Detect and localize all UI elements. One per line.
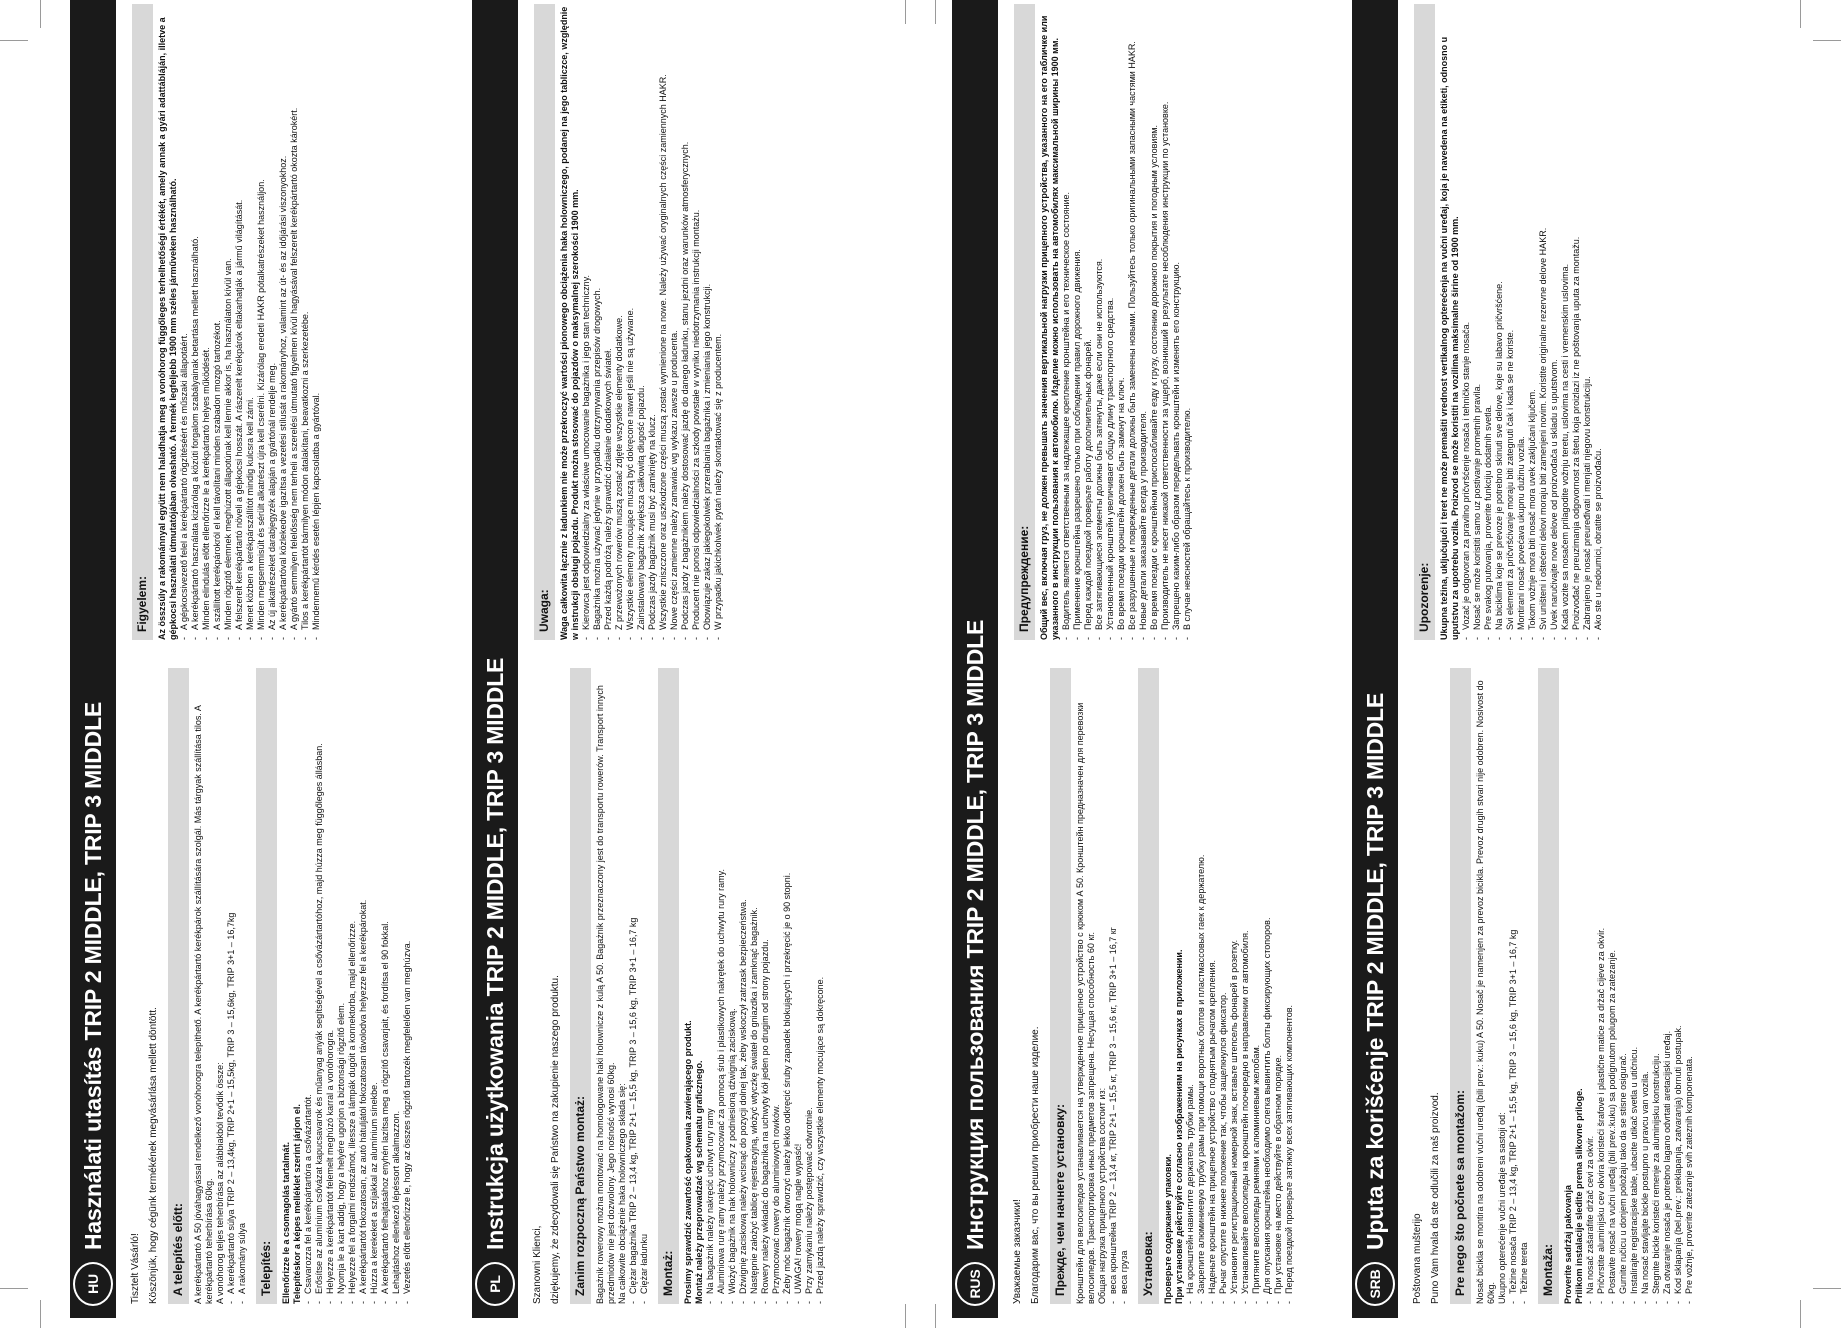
language-badge: SRB — [1355, 1262, 1395, 1306]
list-item: - Gurnite ručicu u donjem položaju tako da se stisne osigurač. — [1618, 668, 1629, 1304]
list-item: - A kerékpártartó felhajtásához enyhén lazítsa meg a rögzítő csavarjait, és fordítsa el 90 fokkal. — [380, 668, 391, 1304]
list-item: - Težine tereta — [1519, 668, 1530, 1304]
list-item: - Minden megsemmisült és sérült alkatrészt újra kell cserélni. Kizárólag eredeti HAKR pótalkatrészeket használjon. — [256, 4, 267, 640]
list-item: - A kerékpártartó használata kizárólag a közúti forgalom szabályainak betartása mellett használható. — [190, 4, 201, 640]
section-paragraph: Bagażnik rowerowy można montować na homologowane haki holownicze z kulą A 50. Bagażnik przeznaczony jest do transportu rowerów. Transport innych przedmiotów nie jest dozwolony. Jego nośność wynosi 60kg. — [595, 685, 616, 1304]
list-item: - Csavarozza fel a kerékpártartóra a csővázártartót. — [303, 668, 314, 1304]
panel-content — [998, 0, 1347, 1318]
list-item: - Montirani nosač povećava ukupnu dužinu vozila. — [1516, 4, 1527, 640]
panel-title: Инструкция пользования TRIP 2 MIDDLE, TRIP 3 MIDDLE — [961, 619, 988, 1250]
panel-title-bar — [1352, 0, 1398, 1318]
list-item: - Рычаг опустите в нижнее положение так, чтобы защелкнулся фиксатор. — [1218, 668, 1229, 1304]
list-item: - Kierowca jest odpowiedzialny za właściwe umocowanie bagażnika i jego stan techniczny. — [581, 4, 592, 640]
list-item: - Instalirajte registracijske table, ubacite utikač svetla u utičnicu. — [1629, 668, 1640, 1304]
panel-title-bar — [70, 0, 116, 1318]
section-heading: Figyelem: — [132, 4, 153, 640]
greeting-line: Poštovana mušterijo — [1412, 1213, 1423, 1304]
list-item: - Podczas jazdy bagażnik musi być zamknięty na klucz. — [647, 4, 658, 640]
crop-mark — [1813, 1288, 1841, 1289]
list-item: - Закрепите алюминиевую трубку рамы при помощи воротных болтов и пластмассовых гаек к держателю. — [1196, 668, 1207, 1304]
list-item: - Żeby móc bagażnik otworzyć należy lekko odkręcić śruby zapadek blokujących i przekręcić je o 90 stopni. — [782, 668, 793, 1304]
list-item: - Kod sklapanja (bel.prev.: preklapanja, zatvaranja) obrnuti postupak. — [1673, 668, 1684, 1304]
list-item: - A kerékpártartót fokozatosan, az autó hátuljától fokozatosan távolodva helyezze fel a kerékpárokat. — [358, 668, 369, 1304]
list-item: - Vozač je odgovoran za pravilno pričvršćenje nosača i tehničko stanje nosača. — [1461, 4, 1472, 640]
section-bold-note: Проверьте содержание упаковки. — [1163, 1154, 1173, 1304]
list-item: - Wszystkie elementy mocujące muszą być dokręcone nawet jeśli nie są używane. — [625, 4, 636, 640]
crop-mark — [905, 1304, 906, 1328]
list-item: - Na nosač zašarafite držač cevi za okvir. — [1585, 668, 1596, 1304]
list-item: - На кронштейн навинтите держатель трубки рамы. — [1185, 668, 1196, 1304]
list-item: - Przymocować rowery do aluminiowych rowków. — [771, 668, 782, 1304]
greeting-line: Благодарим вас, что вы решили приобрести наше изделие. — [1030, 1026, 1041, 1304]
language-badge: RUS — [955, 1262, 995, 1306]
list-item: - Kada vozite sa nosačem prilagodite vožnju teretu, uslovima na cesti i vremenskim uslovima. — [1560, 4, 1571, 640]
list-item: - Новые детали заказывайте всегда у производителя. — [1138, 4, 1149, 640]
list-item: - Во время поездки с кронштейном приспосабливайте езду к грузу, состоянию дорожного покрытия и погодным условиям. — [1149, 4, 1160, 640]
panel-title: Instrukcja użytkowania TRIP 2 MIDDLE, TRIP 3 MIDDLE — [481, 657, 508, 1250]
section-heading: Montaža: — [1538, 668, 1559, 1304]
section-paragraph: A vonóhorog teljes teherbírása az alábbiakból tevődik össze: — [215, 1062, 225, 1304]
crop-mark — [40, 0, 41, 28]
section-bold-note: Ellenőrizze le a csomagolás tartalmát. — [281, 1141, 291, 1304]
section-heading: Установка: — [1138, 668, 1159, 1304]
greeting-line: Уважаемые заказчики! — [1012, 1199, 1023, 1304]
list-item: - Nyomja le a kart addig, hogy a helyére ugorjon a biztonsági rögzítő elem. — [336, 668, 347, 1304]
list-item: - веса кронштейна TRIP 2 – 13,4 кг, TRIP 2+1 – 15,5 кг, TRIP 3 – 15,6 кг, TRIP 3+1 – 16,7 кг — [1108, 668, 1119, 1304]
panel-pl — [472, 0, 872, 1318]
section-bold-note: Az összsúly a rakománnyal együtt nem haladhatja meg a vonóhorog függőleges terhelhetőségi értékét, amely annak a gyári adattábláján, illetve a gépkocsi használati útmutatójában olvasható. A termék legfeljebb 1900 mm széles járműveken használható. — [157, 17, 178, 640]
list-item: - A gyártó semmilyen felelősség nem terheli a szerelési útmutató figyelmen kívül hagyásával felszerelt kerékpártartó okozta károkért. — [289, 4, 300, 640]
section-bold-note: Montaż należy przeprowadzać wg schematu graficznego. — [694, 1060, 704, 1304]
list-item: - Na nosač stavljajte bickle postupno u pravcu van vozila. — [1640, 668, 1651, 1304]
section-paragraph: Кронштейн для велосипедов устанавливается на утвержденное прицепное устройство с крюком А 50. Кронштейн предназначен для перевозки велосипедов. Транспортировка иных предметов запрещена. Несущая способность 60 кг. — [1075, 702, 1096, 1304]
list-item: - Težine nosača TRIP 2 – 13,4 kg, TRIP 2+1 – 15,5 kg, TRIP 3 – 15,6 kg, TRIP 3+1 – 16,7 kg — [1508, 668, 1519, 1304]
list-item: - Za otvaranje nosača je potrebno lagano odvrtati aretacijski uređaj. — [1662, 668, 1673, 1304]
list-item: - Tokom vožnje mora biti nosač mora uvek zaključani ključem. — [1527, 4, 1538, 640]
list-item: - Helyezze fel a forgalmi rendszámot, illessze a lámpák dugóit a konnektorba, majd ellenőrizze. — [347, 668, 358, 1304]
list-item: - Vezetés előtt ellenőrizze le, hogy az összes rögzítő tartozék megfelelően van meghúzva. — [402, 668, 413, 1304]
list-item: - Podczas jazdy z bagażnikiem należy dostosować jazdę do danego ładunku, stanu jezdni oraz warunków atmosferycznych. — [680, 4, 691, 640]
list-item: - Erősítse az alumínium csővázat kapucsavarok és műanyag anyák segítségével a csővázártartóhoz, majd húzza meg függőleges állásban. — [314, 668, 325, 1304]
list-item: - Устанавливайте велосипеды на кронштейн поочередно в направлении от автомобиля. — [1240, 668, 1251, 1304]
list-item: - Pre vožnje, proverite zatezanje svih zateznih komponenata. — [1684, 668, 1695, 1304]
instruction-list — [1108, 668, 1130, 1304]
list-item: - Mindennemű kérdés esetén lépjen kapcsolatba a gyártóval. — [311, 4, 322, 640]
list-item: - Helyezze a kerékpártartót felemelt meghúzó karral a vonóhorogra. — [325, 668, 336, 1304]
list-item: - Ciężar ładunku — [639, 668, 650, 1304]
section-paragraph: Nosač bicikla se montira na odobreni vučni uređaj (bili prev.: kuku) A 50. Nosač je namenjen za prevoz bicikla. Prevoz drugih stvari nije odobren. Nosivost do 60kg. — [1475, 680, 1496, 1304]
section-heading: Uwaga: — [534, 4, 555, 640]
list-item: - Przy zamykaniu należy postępować odwrotnie. — [804, 668, 815, 1304]
panel-subcolumn — [116, 0, 465, 654]
instruction-list — [705, 668, 826, 1304]
instruction-list — [1185, 668, 1295, 1304]
panel-title-bar — [472, 0, 518, 1318]
list-item: - Proizvođač ne preuzimanja odgovornost za štetu koja proizlazi iz ne poštovanja uputa za montažu. — [1571, 4, 1582, 640]
instruction-list — [1585, 668, 1695, 1304]
list-item: - Zabranjeno je nosač preuređivati i menjati njegovu konstrukciju. — [1582, 4, 1593, 640]
list-item: - Во время поездки кронштейн должен быть замкнут на ключ. — [1116, 4, 1127, 640]
greeting-line: dziękujemy, że zdecydowali się Państwo na zakupienie naszego produktu. — [550, 975, 561, 1304]
section-bold-note: Ukupna težina, uključujući i teret ne može premašiti vrednost vertikalnog opterećenja na vučni uređaj, koja je navedena na etiketi, odnosno u uputstvu za upotrebu vozila. Proizvod se može koristiti na vozilima maksimalne širine od 1900 mm. — [1439, 36, 1460, 640]
panel-subcolumn — [998, 0, 1347, 654]
language-badge: PL — [475, 1262, 515, 1306]
section-bold-note: При установке действуйте согласно изображениям на рисунках в приложении. — [1174, 949, 1184, 1304]
list-item: - Przed jazdą należy sprawdzić, czy wszystkie elementy mocujące są dokręcone. — [815, 668, 826, 1304]
section-heading: Upozorenje: — [1414, 4, 1435, 640]
section-heading: Pre nego što počnete sa montažom: — [1450, 668, 1471, 1304]
list-item: - Minden rögzítő elemnek meghúzott állapotúnak kell lennie akkor is, ha használaton kívül van. — [223, 4, 234, 640]
list-item: - Svi uništeni i oštećeni delovi moraju biti zamenjeni novim. Koristite originalne rezervne delove HAKR. — [1538, 4, 1549, 640]
list-item: - В случае неясностей обращайтесь к производителю. — [1182, 4, 1193, 640]
list-item: - Następnie założyć tablicę rejestracyjną, włożyć wtyczkę świateł do gniazdka i zamknąć bagażnik. — [749, 668, 760, 1304]
panel-subcolumn — [1398, 654, 1752, 1318]
list-item: - Svi elementi za pričvršćivanje moraju biti zategnuti čak i kada se ne koriste. — [1505, 4, 1516, 640]
list-item: - Притяните велосипеды ремнями к алюминиевым желобам. — [1251, 668, 1262, 1304]
greeting-line: Puno Vam hvala da ste odlučili za naš proizvod. — [1430, 1092, 1441, 1304]
list-item: - Применение кронштейна разрешено только при соблюдении правил дорожного движения. — [1072, 4, 1083, 640]
list-item: - Для опускания кронштейна необходимо слегка вывинтить болты фиксирующих стопоров. — [1262, 668, 1273, 1304]
list-item: - A gépkocsivezető felel a kerékpártartó rögzítéséért és műszaki állapotáért. — [179, 4, 190, 640]
panel-subcolumn — [116, 654, 465, 1318]
list-item: - Все разрушенные и поврежденные детали должны быть заменены новыми. Пользуйтесь только оригинальными запасными частями HAKR. — [1127, 4, 1138, 640]
crop-mark — [1813, 40, 1841, 41]
crop-mark — [935, 0, 936, 24]
crop-mark — [1800, 1300, 1801, 1328]
list-item: - Wszystkie zniszczone oraz uszkodzone części muszą zostać wymienione na nowe. Należy używać oryginalnych części zamiennych HAKR. — [658, 4, 669, 640]
crop-mark — [905, 0, 906, 24]
list-item: - Dźwignię zaciskową należy wcisnąć do pozycji dolnej tak, żeby wskoczył zatrzask bezpieczeństwa. — [738, 668, 749, 1304]
list-item: - A kerékpártartóval közlekedve igazítsa a vezetési stílusát a rakományhoz, valamint az út- és az időjárási viszonyokhoz. — [278, 4, 289, 640]
instruction-list — [179, 4, 322, 640]
panel-srb — [1352, 0, 1752, 1318]
list-item: - Все затягивающиеся элементы должны быть затянуты, даже если они не используются. — [1094, 4, 1105, 640]
list-item: - Lehajtáshoz ellenkező lépéssort alkalmazzon. — [391, 668, 402, 1304]
panel-subcolumn — [518, 0, 872, 654]
list-item: - Aluminiowa rurę ramy należy przymocować za pomocą śrub i plastikowych nakrętek do uchwytu rury ramy. — [716, 668, 727, 1304]
list-item: - A rakomány súlya — [237, 668, 248, 1304]
list-item: - Pričvrstite aluminijsku cev okvira koristeći šrafove i plastične matice za držač cijeve za okvir. — [1596, 668, 1607, 1304]
instruction-list — [1508, 668, 1530, 1304]
section-paragraph: A kerékpártartó A 50 jóváhagyással rendelkező vonóhorogra telepíthető. A kerékpártartó kerékpárok szállítására szolgál. Más tárgyak szállítása tilos. A kerékpártartó teherbírása 60kg. — [193, 705, 214, 1304]
section-paragraph: Ukupno opterećenje vučni uređaje sa sastoji od: — [1497, 1112, 1507, 1304]
panel-rus — [952, 0, 1347, 1318]
section-heading: A telepítés előtt: — [168, 668, 189, 1304]
list-item: - Производитель не несет никакой ответственности за ущерб, возникший в результате несоблюдения инструкции по установке. — [1160, 4, 1171, 640]
section-bold-note: Telepítéskor a képes melléklet szerint járjon el. — [292, 1104, 302, 1304]
greeting-line: Köszönjük, hogy cégünk termékének megvásárlása mellett döntött. — [148, 1007, 159, 1304]
section-heading: Montaż: — [658, 668, 679, 1304]
section-heading: Предупреждение: — [1014, 4, 1035, 640]
section-paragraph: Na całkowite obciążenie haka holowniczego składa się: — [617, 1083, 627, 1304]
section-heading: Telepítés: — [256, 668, 277, 1304]
section-bold-note: Waga całkowita łącznie z ładunkiem nie może przekroczyć wartości pionowego obciążenia haka holowniczego, podanej na jego tabliczce, względnie w instrukcji obsługi pojazdu. Produkt można stosować do pojazdów o maksymalnej szerokości 1900 mm. — [559, 6, 580, 640]
crop-mark — [1800, 0, 1801, 28]
list-item: - Zainstalowany bagażnik zwiększa całkowitą długość pojazdu. — [636, 4, 647, 640]
list-item: - Postavite nosač na vučni uređaj (bili prev.:kuku) sa podignutom polugom za zatezanje. — [1607, 668, 1618, 1304]
panel-hu — [70, 0, 465, 1318]
list-item: - Obowiązuje zakaz jakiegokolwiek przerabiania bagażnika i zmieniania jego konstrukcji. — [702, 4, 713, 640]
instruction-list — [1061, 4, 1193, 640]
language-badge: HU — [73, 1262, 113, 1306]
crop-mark — [935, 1304, 936, 1328]
instruction-list — [581, 4, 724, 640]
instruction-list — [628, 668, 650, 1304]
list-item: - Przed każdą podróżą należy sprawdzić działanie dodatkowych świateł. — [603, 4, 614, 640]
instruction-list — [303, 668, 413, 1304]
list-item: - Запрещено каким-либо образом переделывать кронштейн и изменять его конструкцию. — [1171, 4, 1182, 640]
list-item: - Ciężar bagażnika TRIP 2 – 13,4 kg, TRIP 2+1 – 15,5 kg, TRIP 3 – 15,6 kg, TRIP 3+1 – 16,7 kg — [628, 668, 639, 1304]
list-item: - При установке на место действуйте в обратном порядке. — [1273, 668, 1284, 1304]
list-item: - Na biciklima koje se prevoze je potrebno skinuti sve delove, koje su labavo pričvršćene. — [1494, 4, 1505, 640]
list-item: - Ako ste u nedoumici, obratite se proizvođaču. — [1593, 4, 1604, 640]
list-item: - Producent nie ponosi odpowiedzialności za szkody powstałe w wyniku niedotrzymania instrukcji montażu. — [691, 4, 702, 640]
list-item: - Установите регистрационный номерной знак, вставьте штепсель фонарей в розетку. — [1229, 668, 1240, 1304]
section-paragraph: Общая нагрузка прицепного устройства состоит из: — [1097, 1087, 1107, 1304]
list-item: - Tilos a kerékpártartót bármilyen módon átalakítani, beavatkozni a szerkezetébe. — [300, 4, 311, 640]
section-bold-note: Proverite sadržaj pakovanja — [1563, 1184, 1573, 1304]
list-item: - Наденьте кронштейн на прицепное устройство с поднятым рычагом крепления. — [1207, 668, 1218, 1304]
instruction-list — [226, 668, 248, 1304]
list-item: - Pre svakog putovanja, proverite funkciju dodatnih svetla. — [1483, 4, 1494, 640]
section-bold-note: Prosimy sprawdzić zawartość opakowania zawierającego produkt. — [683, 1020, 693, 1304]
list-item: - Az új alkatrészeket darabjegyzék alapján a gyártónál rendelje meg. — [267, 4, 278, 640]
list-item: - Menet közben a kerékpárszállítót mindig kulcsra kell zárni. — [245, 4, 256, 640]
list-item: - Перед каждой поездкой проверьте работу дополнительных фонарей. — [1083, 4, 1094, 640]
panel-subcolumn — [998, 654, 1347, 1318]
list-item: - Włożyć bagażnik na hak holowniczy z podniesioną dźwignią zaciskową. — [727, 668, 738, 1304]
panel-content — [1398, 0, 1752, 1318]
list-item: - Rowery należy wkładać do bagażnika na uchwyty kół jeden po drugim od strony pojazdu. — [760, 668, 771, 1304]
list-item: - веса груза — [1119, 668, 1130, 1304]
section-heading: Zanim rozpoczną Państwo montaż: — [570, 668, 591, 1304]
greeting-line: Szanowni Klienci, — [532, 1225, 543, 1304]
list-item: - Nowe części zamienne należy zamawiać wg wykazu zawsze u producenta. — [669, 4, 680, 640]
list-item: - Uvek naručivajte nove delove od proizvođača u skladu s uputstvom. — [1549, 4, 1560, 640]
crop-mark — [40, 1300, 41, 1328]
section-heading: Прежде, чем начнете установку: — [1050, 668, 1071, 1304]
panel-title-bar — [952, 0, 998, 1318]
list-item: - UWAGA! rowery mogą nagle wypaść! — [793, 668, 804, 1304]
list-item: - Водитель является ответственным за надлежащее крепление кронштейна и его техническое состояние. — [1061, 4, 1072, 640]
crop-mark — [0, 1288, 28, 1289]
list-item: - A szállított kerékpárokról el kell távolítani minden szabadon mozgó tartozékot. — [212, 4, 223, 640]
list-item: - A felszerelt kerékpártartó növeli a gépkocsi hosszát. A rászerelt kerékpárok eltakarhatják a jármű világítását. — [234, 4, 245, 640]
list-item: - Bagażnika można używać jedynie w przypadku dotrzymywania przepisów drogowych. — [592, 4, 603, 640]
panel-subcolumn — [1398, 0, 1752, 654]
list-item: - Na bagażnik należy nakręcić uchwyt rury ramy — [705, 668, 716, 1304]
list-item: - A kerékpártartó súlya TRIP 2 – 13,4kg, TRIP 2+1 – 15,5kg, TRIP 3 – 15,6kg, TRIP 3+1 – 16,7kg — [226, 668, 237, 1304]
list-item: - Перед поездкой проверьте затяжку всех затягивающих компонентов. — [1284, 668, 1295, 1304]
list-item: - Húzza a kerekeket a szíjakkal az alumínium sínekbe. — [369, 668, 380, 1304]
greeting-line: Tisztelt Vásárló! — [130, 1233, 141, 1304]
list-item: - Nosač se može koristiti samo uz postivanje prometnih pravila. — [1472, 4, 1483, 640]
panel-subcolumn — [518, 654, 872, 1318]
crop-mark — [0, 40, 28, 41]
list-item: - Minden elindulás előtt ellenőrizze le a kerékpártartó helyes működését. — [201, 4, 212, 640]
list-item: - Z przewożonych rowerów muszą zostać zdjęte wszystkie elementy dodatkowe. — [614, 4, 625, 640]
panel-content — [518, 0, 872, 1318]
section-bold-note: Общий вес, включая груз, не должен превышать значения вертикальной нагрузки прицепного устройства, указанного на его табличке или указанного в инструкции пользования к автомобилю. Изделие можно использовать на автомобилях максимальной ширины 1900 мм. — [1039, 15, 1060, 640]
instruction-list — [1461, 4, 1604, 640]
panel-content — [116, 0, 465, 1318]
list-item: - Stegnite bickle koristeći remenje za aluminijsku konstrukciju. — [1651, 668, 1662, 1304]
list-item: - Установленный кронштейн увеличивает общую длину транспортного средства. — [1105, 4, 1116, 640]
section-bold-note: Prilikom instalacije sledite prema slikovne priloge. — [1574, 1088, 1584, 1304]
list-item: - W przypadku jakichkolwiek pytań należy skontaktować się z producentem. — [713, 4, 724, 640]
panel-title: Használati utasítás TRIP 2 MIDDLE, TRIP 3 MIDDLE — [79, 701, 106, 1250]
panel-title: Uputa za korišćenje TRIP 2 MIDDLE, TRIP 3 MIDDLE — [1361, 693, 1388, 1250]
